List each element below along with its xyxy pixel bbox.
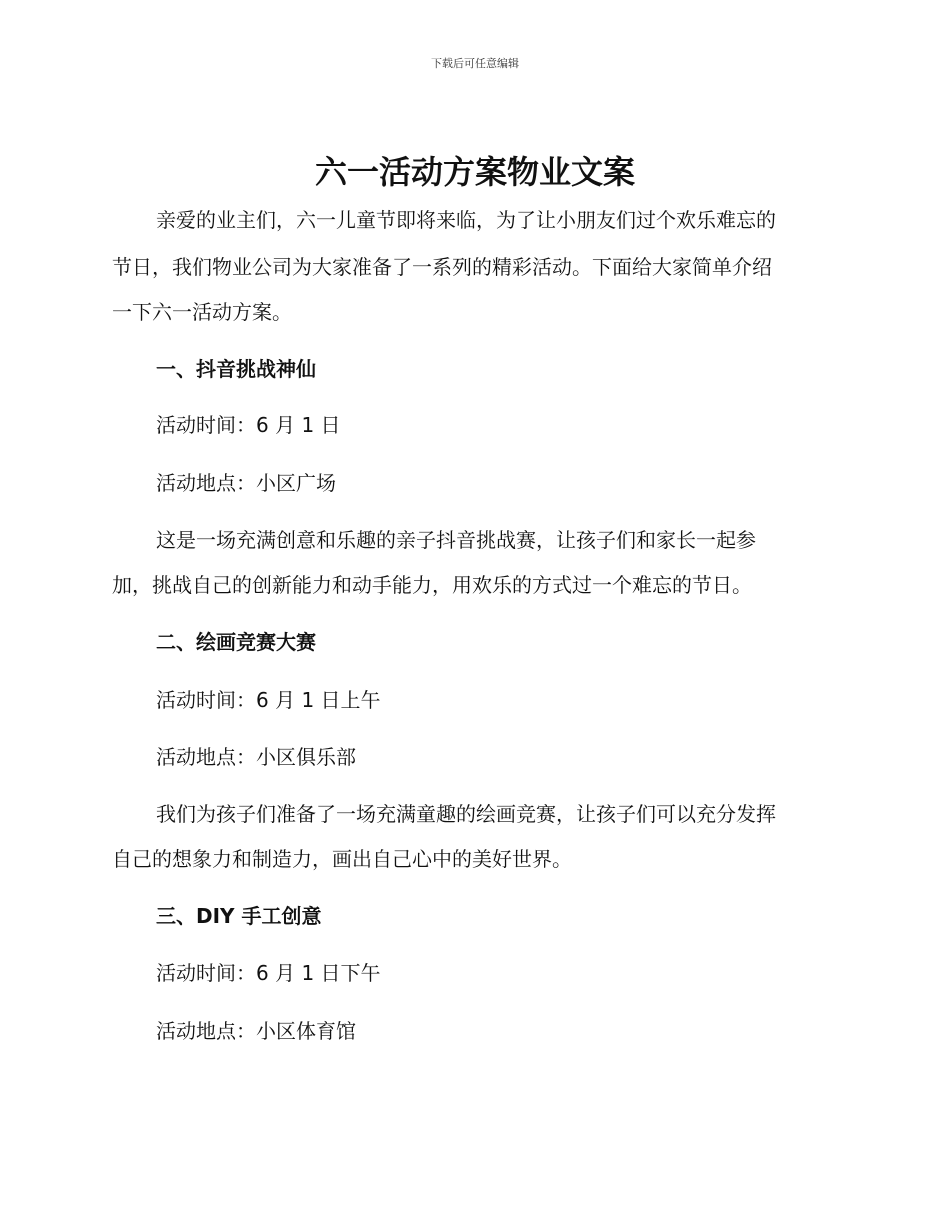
section-3-place: 活动地点：小区体育馆 bbox=[156, 1019, 356, 1043]
section-1-place: 活动地点：小区广场 bbox=[156, 471, 336, 495]
page-header-note: 下载后可任意编辑 bbox=[431, 57, 519, 70]
section-3-time: 活动时间：6 月 1 日下午 bbox=[156, 961, 381, 985]
section-2-heading: 二、绘画竞赛大赛 bbox=[156, 630, 316, 654]
section-2-desc-line-1: 我们为孩子们准备了一场充满童趣的绘画竞赛，让孩子们可以充分发挥 bbox=[156, 802, 776, 826]
section-1-desc-line-2: 加，挑战自己的创新能力和动手能力，用欢乐的方式过一个难忘的节日。 bbox=[112, 573, 752, 597]
intro-line-2: 节日，我们物业公司为大家准备了一系列的精彩活动。下面给大家简单介绍 bbox=[112, 255, 772, 279]
section-3-heading: 三、DIY 手工创意 bbox=[156, 904, 322, 928]
document-title: 六一活动方案物业文案 bbox=[314, 153, 635, 191]
section-1-time: 活动时间：6 月 1 日 bbox=[156, 413, 341, 437]
section-2-place: 活动地点：小区俱乐部 bbox=[156, 745, 356, 769]
section-1-desc-line-1: 这是一场充满创意和乐趣的亲子抖音挑战赛，让孩子们和家长一起参 bbox=[156, 528, 756, 552]
intro-line-3: 一下六一活动方案。 bbox=[112, 300, 292, 324]
section-2-time: 活动时间：6 月 1 日上午 bbox=[156, 688, 381, 712]
intro-line-1: 亲爱的业主们，六一儿童节即将来临，为了让小朋友们过个欢乐难忘的 bbox=[156, 208, 776, 232]
section-2-desc-line-2: 自己的想象力和制造力，画出自己心中的美好世界。 bbox=[112, 847, 572, 871]
section-1-heading: 一、抖音挑战神仙 bbox=[156, 357, 316, 381]
